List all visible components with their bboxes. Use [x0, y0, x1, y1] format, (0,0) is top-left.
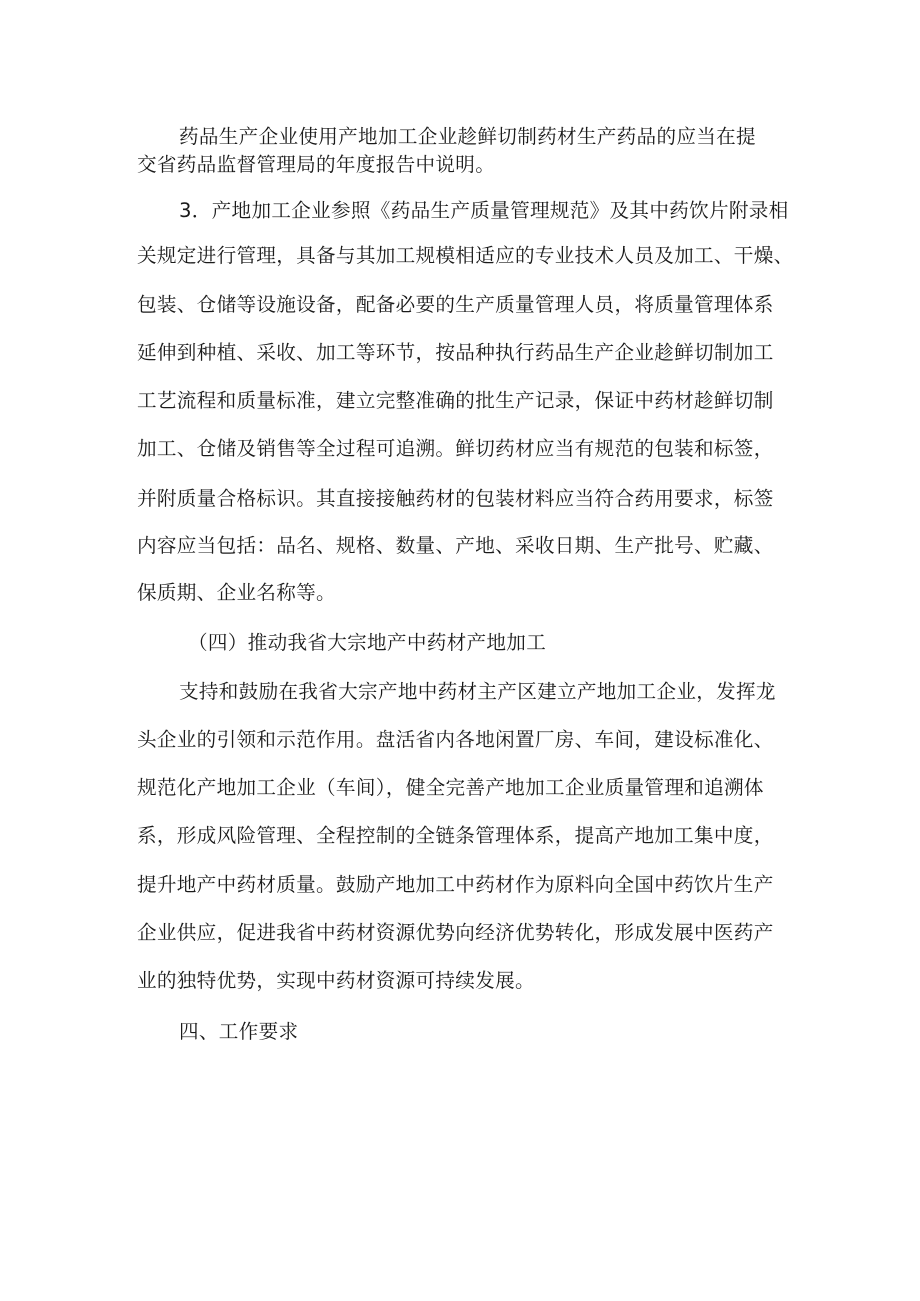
para4-line1: 支持和鼓励在我省大宗产地中药材主产区建立产地加工企业，发挥龙	[179, 680, 776, 703]
item3-line3: 包装、仓储等设施设备，配备必要的生产质量管理人员，将质量管理体系	[137, 293, 774, 316]
section-four-heading: 四、工作要求	[179, 1020, 299, 1043]
item3-line7: 并附质量合格标识。其直接接触药材的包装材料应当符合药用要求，标签	[137, 487, 774, 510]
subheading-four: （四）推动我省大宗地产中药材产地加工	[188, 631, 547, 654]
para4-line5: 提升地产中药材质量。鼓励产地加工中药材作为原料向全国中药饮片生产	[137, 873, 774, 896]
para4-line2: 头企业的引领和示范作用。盘活省内各地闲置厂房、车间，建设标准化、	[137, 728, 774, 751]
para4-line3: 规范化产地加工企业（车间），健全完善产地加工企业质量管理和追溯体	[137, 776, 764, 799]
item3-line2: 关规定进行管理，具备与其加工规模相适应的专业技术人员及加工、干燥、	[137, 244, 794, 267]
para4-line6: 企业供应，促进我省中药材资源优势向经济优势转化，形成发展中医药产	[137, 921, 774, 944]
para4-line7: 业的独特优势，实现中药材资源可持续发展。	[137, 969, 535, 992]
item3-line8: 内容应当包括：品名、规格、数量、产地、采收日期、生产批号、贮藏、	[137, 534, 774, 557]
item3-line6: 加工、仓储及销售等全过程可追溯。鲜切药材应当有规范的包装和标签，	[137, 437, 774, 460]
item3-line4: 延伸到种植、采收、加工等环节，按品种执行药品生产企业趁鲜切制加工	[137, 341, 774, 364]
item3-line5: 工艺流程和质量标准，建立完整准确的批生产记录，保证中药材趁鲜切制	[137, 389, 774, 412]
para4-line4: 系，形成风险管理、全程控制的全链条管理体系，提高产地加工集中度，	[137, 824, 774, 847]
para1-line1: 药品生产企业使用产地加工企业趁鲜切制药材生产药品的应当在提	[179, 125, 756, 148]
item3-line9: 保质期、企业名称等。	[137, 581, 336, 604]
para1-line2: 交省药品监督管理局的年度报告中说明。	[137, 153, 496, 176]
item3-line1: 3．产地加工企业参照《药品生产质量管理规范》及其中药饮片附录相	[179, 199, 789, 222]
